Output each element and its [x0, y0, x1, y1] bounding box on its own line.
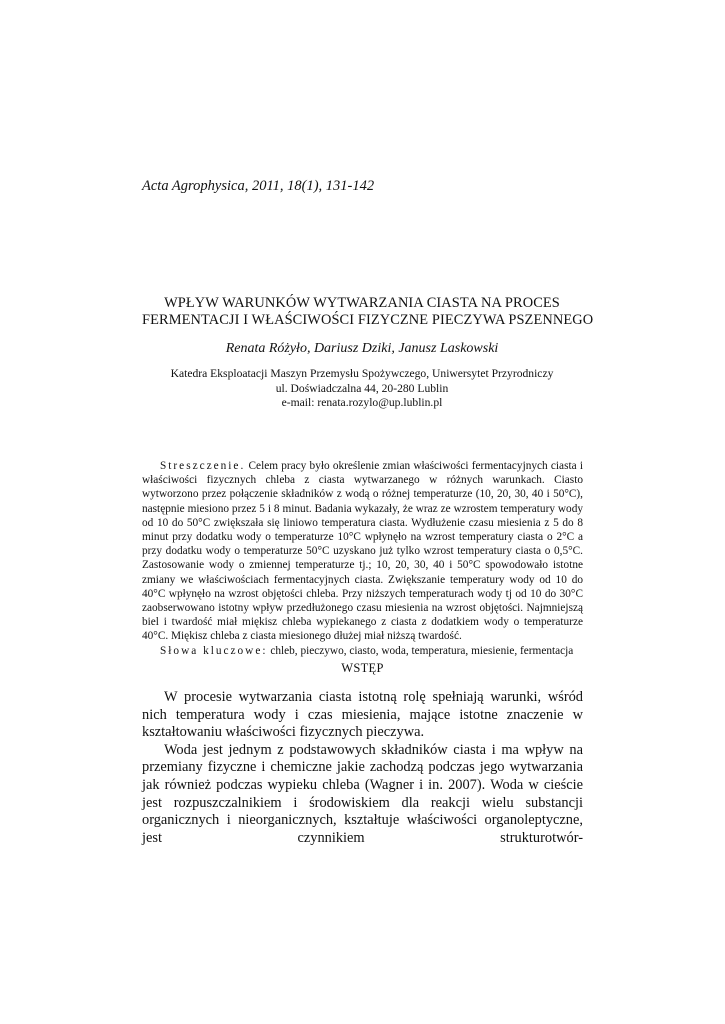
abstract-paragraph [142, 459, 583, 644]
title-line-1: WPŁYW WARUNKÓW WYTWARZANIA CIASTA NA PROCES [164, 295, 560, 311]
body-paragraph-1: W procesie wytwarzania ciasta istotną rolę spełniają warunki, wśród nich temperatura wody i czas miesienia, mające istotne znaczenie w kształtowaniu właściwości fizycznych pieczywa. [142, 689, 583, 741]
affiliation-email: e-mail: renata.rozylo@up.lublin.pl [281, 396, 443, 409]
author-list: Renata Różyło, Dariusz Dziki, Janusz Laskowski [225, 341, 499, 356]
keywords-line [142, 644, 583, 658]
keywords-label: Słowa kluczowe: [160, 644, 268, 657]
article-title [142, 295, 594, 329]
affiliation-address: ul. Doświadczalna 44, 20-280 Lublin [275, 381, 449, 395]
journal-citation: Acta Agrophysica, 2011, 18(1), 131-142 [142, 178, 375, 194]
abstract-block [142, 459, 583, 658]
title-line-2: FERMENTACJI I WŁAŚCIWOŚCI FIZYCZNE PIECZYWA PSZENNEGO [142, 312, 594, 328]
affiliation-block [142, 367, 582, 411]
body-paragraph-2: Woda jest jednym z podstawowych składników ciasta i ma wpływ na przemiany fizyczne i chemiczne jakie zachodzą podczas jego wytwarzania jak również podczas wypieku chleba (Wagner i in. 2007). Woda w cieście jest rozpuszczalnikiem i środowiskiem dla reakcji wielu substancji organicznych i nieorganicznych, kształtuje właściwości organoleptyczne, jest czynnikiem strukturotwór- [142, 741, 583, 846]
keywords-text: chleb, pieczywo, ciasto, woda, temperatura, miesienie, fermentacja [270, 644, 574, 657]
body-text [142, 689, 583, 847]
affiliation-department: Katedra Eksploatacji Maszyn Przemysłu Spożywczego, Uniwersytet Przyrodniczy [170, 367, 554, 380]
abstract-label: Streszczenie. [160, 460, 246, 472]
abstract-text: Celem pracy było określenie zmian właściwości fermentacyjnych ciasta i właściwości fizycznych chleba z ciasta wytwarzanego w różnych warunkach. Ciasto wytworzono przez połączenie składników z wodą o różnej temperaturze (10, 20, 30, 40 i 50°C), następnie miesiono przez 5 i 8 minut. Badania wykazały, że wraz ze wzrostem temperatury wody od 10 do 50°C zwiększała się liniowo temperatura ciasta. Wydłużenie czasu miesienia z 5 do 8 minut przy dodatku wody o temperaturze 10°C wpłynęło na wzrost temperatury ciasta o 2°C a przy dodatku wody o temperaturze 50°C uzyskano już tylko wzrost temperatury ciasta o 0,5°C. Zastosowanie wody o zmiennej temperaturze tj.; 10, 20, 30, 40 i 50°C spowodowało istotne zmiany we właściwościach fermentacyjnych ciasta. Zwiększanie temperatury wody od 10 do 40°C wpłynęło na wzrost objętości chleba. Przy niższych temperaturach wody tj od 10 do 30°C zaobserwowano istotny wpływ przedłużonego czasu miesienia na wzrost objętości. Najmniejszą biel i twardość miał miękisz chleba wypiekanego z ciasta z dodatkiem wody o temperaturze 40°C. Miękisz chleba z ciasta miesionego dłużej miał niższą twardość. [142, 460, 583, 643]
section-heading: WSTĘP [341, 661, 384, 675]
